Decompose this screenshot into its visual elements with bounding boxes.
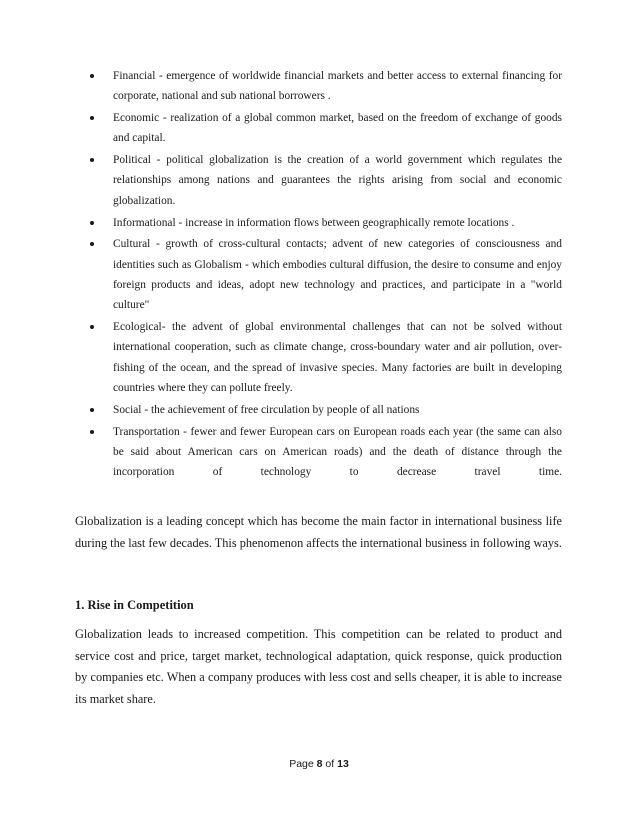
list-item <box>90 400 562 420</box>
list-item-text: Transportation - fewer and fewer European cars on European roads each year (the same can also be said about American cars on American roads) and the death of distance through the incorporation of technology to decrease travel time. <box>113 425 562 479</box>
page-number: 8 <box>316 758 323 770</box>
list-item-text: Cultural - growth of cross-cultural contacts; advent of new categories of consciousness and identities such as Globalism - which embodies cultural diffusion, the desire to consume and enjoy foreign products and ideas, adopt new technology and practices, and participate in a "world culture" <box>113 238 562 312</box>
list-item-text: Informational - increase in information flows between geographically remote locations . <box>113 216 515 229</box>
competition-paragraph: Globalization leads to increased competition. This competition can be related to product and service cost and price, target market, technological adaptation, quick response, quick production by companies etc. When a company produces with less cost and sells cheaper, it is able to increase its market share. <box>75 627 562 706</box>
list-item <box>90 108 562 149</box>
intro-paragraph: Globalization is a leading concept which has become the main factor in international business life during the last few decades. This phenomenon affects the international business in following ways. <box>75 514 562 550</box>
list-item-text: Social - the achievement of free circulation by people of all nations <box>113 403 420 416</box>
bullet-icon <box>90 242 94 246</box>
list-item <box>90 317 562 398</box>
bullet-icon <box>90 116 94 120</box>
list-item <box>90 213 562 233</box>
list-item-text: Economic - realization of a global common market, based on the freedom of exchange of goods and capital. <box>113 112 562 145</box>
list-item-text: Political - political globalization is the creation of a world government which regulates the relationships among nations and guarantees the rights arising from social and economic globalization. <box>113 154 562 207</box>
list-item <box>90 422 562 483</box>
list-item <box>90 234 562 315</box>
bullet-icon <box>90 430 94 434</box>
list-item-text: Ecological- the advent of global environmental challenges that can not be solved without international cooperation, such as climate change, cross-boundary water and air pollution, over-fishing of the ocean, and the spread of invasive species. Many factories are built in developing countries where they can pollute freely. <box>113 321 562 394</box>
list-item <box>90 66 562 107</box>
bullet-icon <box>90 408 94 412</box>
page-label: Page <box>289 758 314 770</box>
bullet-list <box>90 66 562 484</box>
bullet-icon <box>90 158 94 162</box>
list-item-text: Financial - emergence of worldwide financial markets and better access to external financing for corporate, national and sub national borrowers . <box>113 70 562 103</box>
bullet-icon <box>90 325 94 329</box>
of-label: of <box>325 758 335 770</box>
page-footer <box>0 758 638 770</box>
bullet-icon <box>90 74 94 78</box>
bullet-icon <box>90 221 94 225</box>
section-heading: 1. Rise in Competition <box>75 598 194 612</box>
total-pages: 13 <box>337 758 349 770</box>
list-item <box>90 150 562 211</box>
